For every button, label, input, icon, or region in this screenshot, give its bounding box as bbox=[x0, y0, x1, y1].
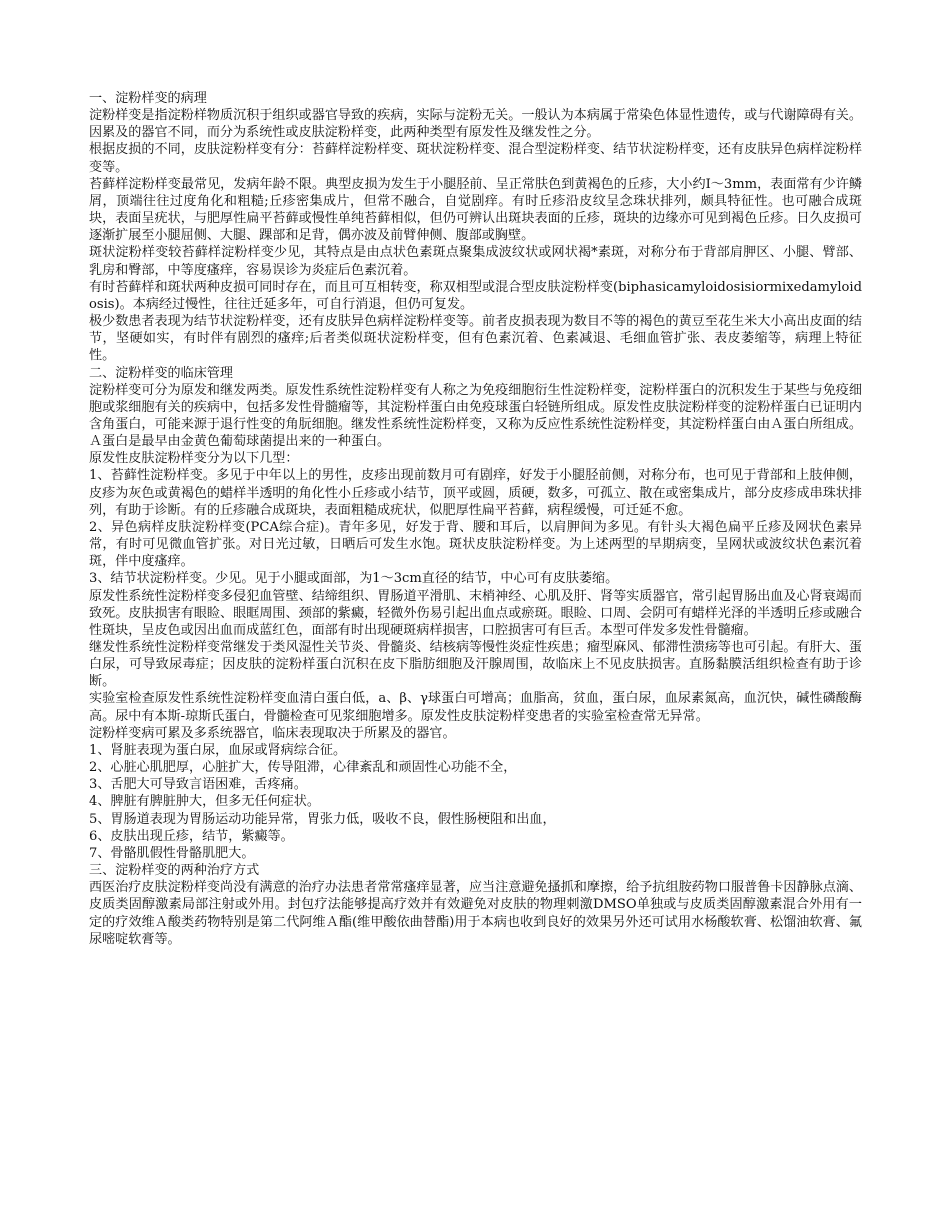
paragraph: 根据皮损的不同，皮肤淀粉样变有分：苔藓样淀粉样变、斑状淀粉样变、混合型淀粉样变、结节状淀粉样变，还有皮肤异色病样淀粉样变等。 bbox=[89, 142, 862, 175]
paragraph: 原发性皮肤淀粉样变分为以下几型： bbox=[89, 451, 299, 467]
list-item: 4、脾脏有脾脏肿大，但多无任何症状。 bbox=[89, 794, 320, 810]
list-item: 3、结节状淀粉样变。少见。见于小腿或面部，为1～3cm直径的结节，中心可有皮肤萎缩。 bbox=[89, 571, 619, 587]
paragraph: 淀粉样变病可累及多系统器官，临床表现取决于所累及的器官。 bbox=[89, 725, 456, 741]
paragraph: 淀粉样变可分为原发和继发两类。原发性系统性淀粉样变有人称之为免疫细胞衍生性淀粉样变，淀粉样蛋白的沉积发生于某些与免疫细胞或浆细胞有关的疾病中，包括多发性骨髓瘤等，其淀粉样蛋白由免疫球蛋白轻链所组成。原发性皮肤淀粉样变的淀粉样蛋白已证明内含角蛋白，可能来源于退行性变的角朊细胞。继发性系统性淀粉样变，又称为反应性系统性淀粉样变，其淀粉样蛋白由Ａ蛋白所组成。Ａ蛋白是最早由金黄色葡萄球菌提出来的一种蛋白。 bbox=[89, 382, 862, 450]
paragraph: 原发性系统性淀粉样变多侵犯血管壁、结缔组织、胃肠道平滑肌、末梢神经、心肌及肝、肾等实质器官，常引起胃肠出血及心肾衰竭而致死。皮肤损害有眼睑、眼眶周围、颈部的紫癜，轻微外伤易引起出血点或瘀斑。眼睑、口周、会阴可有蜡样光泽的半透明丘疹或融合性斑块，呈皮色或因出血而成蓝红色，面部有时出现硬斑病样损害，口腔损害可有巨舌。本型可伴发多发性骨髓瘤。 bbox=[89, 588, 862, 638]
list-item: 3、舌肥大可导致言语困难，舌疼痛。 bbox=[89, 777, 307, 793]
list-item: 5、胃肠道表现为胃肠运动功能异常，胃张力低，吸收不良，假性肠梗阻和出血， bbox=[89, 811, 556, 827]
list-item: 6、皮肤出现丘疹，结节，紫癜等。 bbox=[89, 828, 294, 844]
paragraph: 淀粉样变是指淀粉样物质沉积于组织或器官导致的疾病，实际与淀粉无关。一般认为本病属于常染色体显性遗传，或与代谢障碍有关。因累及的器官不同，而分为系统性或皮肤淀粉样变，此两种类型有原发性及继发性之分。 bbox=[89, 108, 862, 141]
section-heading-clinical: 二、淀粉样变的临床管理 bbox=[89, 365, 234, 381]
list-item: 2、异色病样皮肤淀粉样变(PCA综合症)。青年多见，好发于背、腰和耳后，以肩胛间为多见。有针头大褐色扁平丘疹及网状色素异常，有时可见微血管扩张。对日光过敏，日晒后可发生水饱。斑状皮肤淀粉样变。为上述两型的早期病变，呈网状或波纹状色素沉着斑，伴中度瘙痒。 bbox=[89, 519, 862, 570]
list-item: 1、苔藓性淀粉样变。多见于中年以上的男性，皮疹出现前数月可有剧痒，好发于小腿胫前侧，对称分布，也可见于背部和上肢伸侧，皮疹为灰色或黄褐色的蜡样半透明的角化性小丘疹或小结节，顶平或圆，质硬，数多，可孤立、散在或密集成片，部分皮疹成串珠状排列，有助于诊断。有的丘疹融合成斑块，表面粗糙成疣状，似肥厚性扁平苔藓，病程缓慢，可迁延不愈。 bbox=[89, 468, 862, 518]
list-item: 2、心脏心肌肥厚，心脏扩大，传导阻滞，心律紊乱和顽固性心功能不全， bbox=[89, 760, 517, 776]
list-item: 7、骨骼肌假性骨骼肌肥大。 bbox=[89, 845, 255, 861]
paragraph: 苔藓样淀粉样变最常见，发病年龄不限。典型皮损为发生于小腿胫前、呈正常肤色到黄褐色的丘疹，大小约I～3mm，表面常有少许鳞屑，顶端往往过度角化和粗糙;丘疹密集成片，但常不融合，自觉剧痒。有时丘疹沿皮纹呈念珠状排列，颇具特征性。也可融合成斑块，表面呈疣状，与肥厚性扁平苔藓或慢性单纯苔藓相似，但仍可辨认出斑块表面的丘疹，斑块的边缘亦可见到褐色丘疹。日久皮损可逐渐扩展至小腿屈侧、大腿、踝部和足背，偶亦波及前臂伸侧、腹部或胸壁。 bbox=[89, 176, 862, 244]
section-heading-pathology: 一、淀粉样变的病理 bbox=[89, 91, 207, 106]
list-item: 1、肾脏表现为蛋白尿，血尿或肾病综合征。 bbox=[89, 742, 347, 758]
section-heading-treatment: 三、淀粉样变的两种治疗方式 bbox=[89, 863, 260, 879]
paragraph: 极少数患者表现为结节状淀粉样变，还有皮肤异色病样淀粉样变等。前者皮损表现为数目不等的褐色的黄豆至花生米大小高出皮面的结节，坚硬如实，有时伴有剧烈的瘙痒;后者类似斑状淀粉样变，但有色素沉着、色素减退、毛细血管扩张、表皮萎缩等，病理上特征性。 bbox=[89, 314, 862, 364]
paragraph: 有时苔藓样和斑状两种皮损可同时存在，而且可互相转变，称双相型或混合型皮肤淀粉样变(biphasicamyloidosisiormixedamyloidosis)。本病经过慢性，往往迁延多年，可自行消退，但仍可复发。 bbox=[89, 279, 862, 312]
paragraph: 西医治疗皮肤淀粉样变尚没有满意的治疗办法患者常常瘙痒显著，应当注意避免搔抓和摩擦，给予抗组胺药物口服普鲁卡因静脉点滴、皮质类固醇激素局部注射或外用。封包疗法能够提高疗效并有效避免对皮肤的物理刺激DMSO单独或与皮质类固醇激素混合外用有一定的疗效维Ａ酸类药物特别是第二代阿维Ａ酯(维甲酸依曲替酯)用于本病也收到良好的效果另外还可试用水杨酸软膏、松馏油软膏、氟尿嘧啶软膏等。 bbox=[89, 880, 862, 947]
paragraph: 斑状淀粉样变较苔藓样淀粉样变少见，其特点是由点状色素斑点聚集成波纹状或网状褐*素斑，对称分布于背部肩胛区、小腿、臂部、乳房和臀部，中等度瘙痒，容易误诊为炎症后色素沉着。 bbox=[89, 245, 862, 278]
paragraph: 继发性系统性淀粉样变常继发于类风湿性关节炎、骨髓炎、结核病等慢性炎症性疾患；瘤型麻风、郁滞性溃疡等也可引起。有肝大、蛋白尿，可导致尿毒症；因皮肤的淀粉样蛋白沉积在皮下脂肪细胞及汗腺周围，故临床上不见皮肤损害。直肠黏膜活组织检查有助于诊断。 bbox=[89, 640, 862, 690]
paragraph: 实验室检查原发性系统性淀粉样变血清白蛋白低，a、β、γ球蛋白可增高；血脂高，贫血，蛋白尿，血尿素氮高，血沉快，碱性磷酸酶高。尿中有本斯-琼斯氏蛋白，骨髓检查可见浆细胞增多。原发性皮肤淀粉样变患者的实验室检查常无异常。 bbox=[89, 691, 862, 724]
